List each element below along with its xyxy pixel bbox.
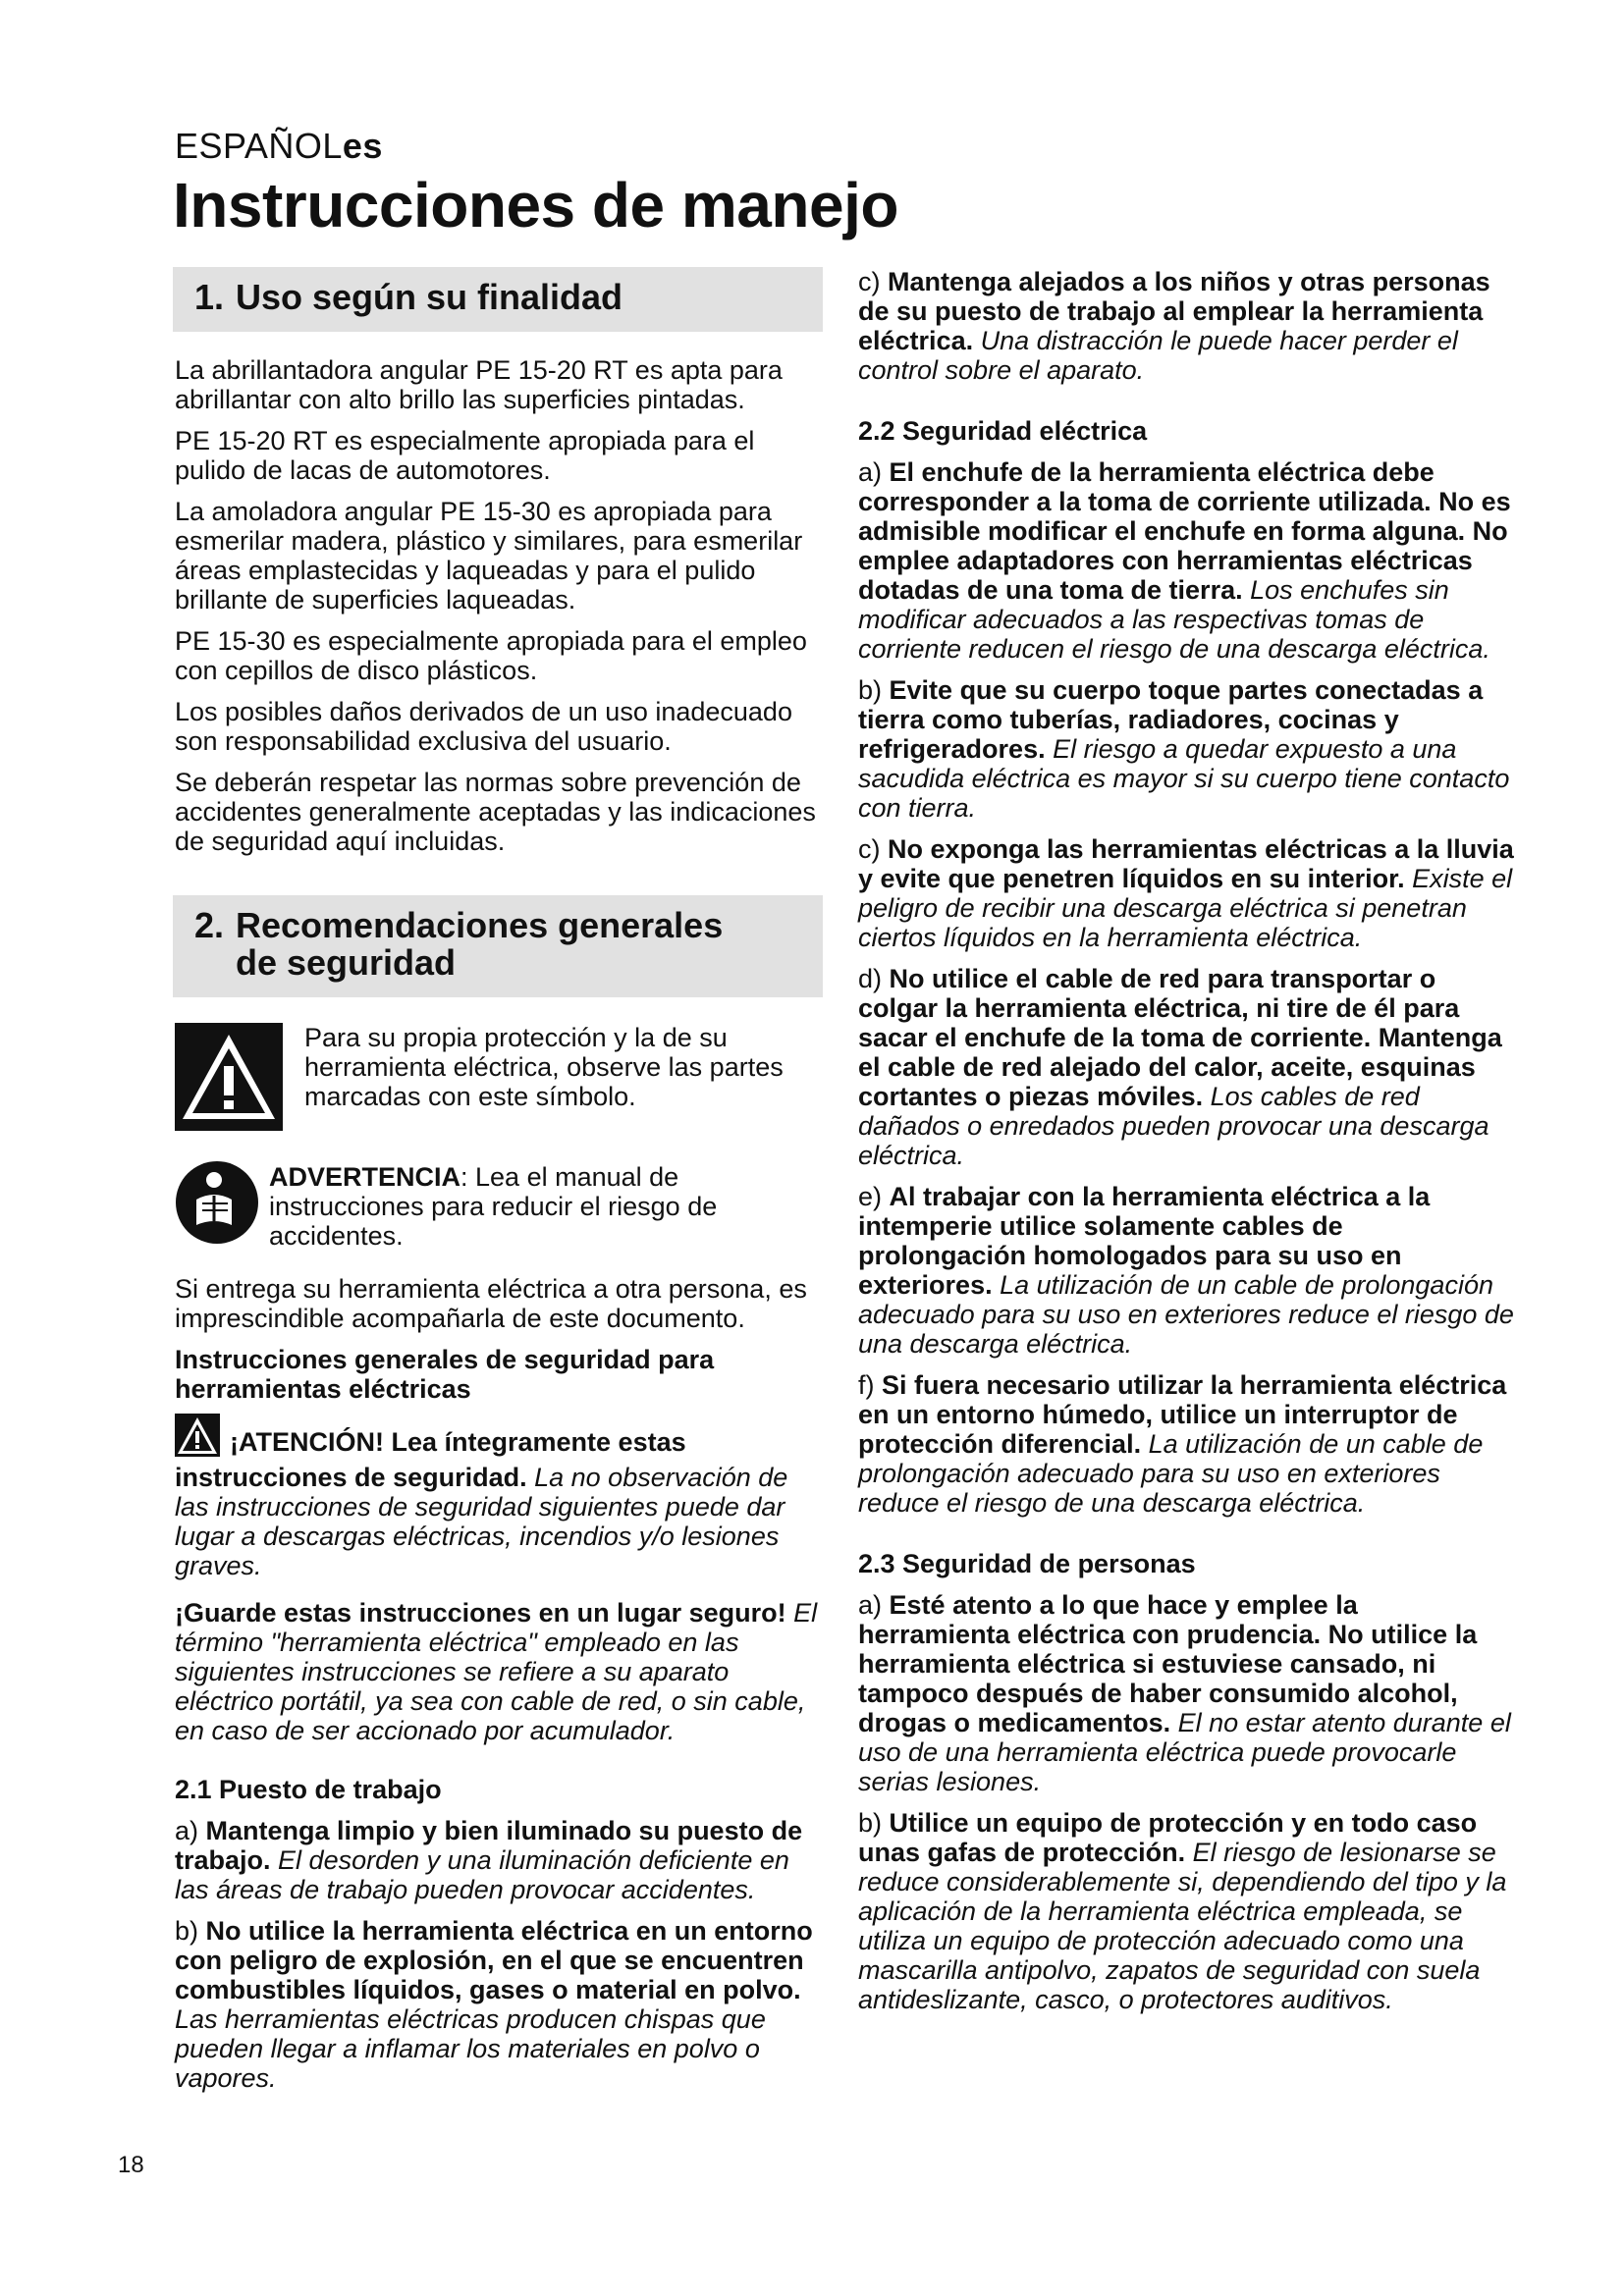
section-1-heading: 1. Uso según su finalidad [173,267,823,332]
personal-safety-item-b: b) Utilice un equipo de protección y en todo caso unas gafas de protección. El riesgo de lesionarse se reduce considerablemente si, dependiendo del tipo y la aplicación de la herramienta eléctrica empleada, se utiliza un equipo de protección adecuado como una mascarilla antipolvo, zapatos de seguridad con suela antideslizante, casco, o protectores auditivos. [858,1808,1507,2014]
electrical-item-d: d) No utilice el cable de red para transportar o colgar la herramienta eléctrica, ni tire de él para sacar el enchufe de la toma de corriente. Mantenga el cable de red alejado del calor, aceite, esquinas cortantes o piezas móviles. Los cables de red dañados o enredados pueden provocar una descarga eléctrica. [858,964,1502,1170]
section-2-2-heading: 2.2 Seguridad eléctrica [858,416,1148,446]
electrical-item-b: b) Evite que su cuerpo toque partes conectadas a tierra como tuberías, radiadores, cocinas y refrigeradores. El riesgo a quedar expuesto a una sacudida eléctrica es mayor si su cuerpo tiene contacto con tierra. [858,675,1510,823]
guarde-paragraph: ¡Guarde estas instrucciones en un lugar seguro! El término "herramienta eléctrica" empleado en las siguientes instrucciones se refiere a su aparato eléctrico portátil, ya sea con cable de red, o sin cable, en caso de ser accionado por acumulador. [175,1598,818,1745]
section-1-paragraph: La amoladora angular PE 15-30 es apropiada para esmerilar madera, plástico y similares, para esmerilar áreas emplastecidas y laqueadas y para el pulido brillante de superficies laqueadas. [175,497,803,614]
section-2-3-heading: 2.3 Seguridad de personas [858,1549,1196,1578]
electrical-item-c: c) No exponga las herramientas eléctricas a la lluvia y evite que penetren líquidos en su interior. Existe el peligro de recibir una descarga eléctrica si penetran ciertos líquidos en la herramienta eléctrica. [858,834,1514,952]
electrical-item-a: a) El enchufe de la herramienta eléctrica debe corresponder a la toma de corriente utilizada. No es admisible modificar el enchufe en forma alguna. No emplee adaptadores con herramientas eléctricas dotadas de una toma de tierra. Los enchufes sin modificar adecuados a las respectivas tomas de corriente reducen el riesgo de una descarga eléctrica. [858,457,1511,664]
left-column [175,267,823,2105]
section-1-paragraph: Los posibles daños derivados de un uso inadecuado son responsabilidad exclusiva del usuario. [175,697,792,756]
warning-symbol-note [175,1023,823,1137]
work-area-item-c: c) Mantenga alejados a los niños y otras personas de su puesto de trabajo al emplear la herramienta eléctrica. Una distracción le puede hacer perder el control sobre el aparato. [858,267,1490,385]
page-number: 18 [118,2152,144,2178]
section-2-1-heading: 2.1 Puesto de trabajo [175,1775,442,1804]
general-safety-heading: Instrucciones generales de seguridad para herramientas eléctricas [175,1345,715,1404]
section-1-paragraph: Se deberán respetar las normas sobre prevención de accidentes generalmente aceptadas y las indicaciones de seguridad aquí incluidas. [175,768,816,856]
section-1-paragraph: PE 15-30 es especialmente apropiada para el empleo con cepillos de disco plásticos. [175,626,807,685]
warning-symbol-text: Para su propia protección y la de su herramienta eléctrica, observe las partes marcadas con este símbolo. [304,1023,784,1111]
atencion-paragraph: ¡ATENCIÓN! Lea íntegramente estas instrucciones de seguridad. La no observación de las instrucciones de seguridad siguientes puede dar lugar a descargas eléctricas, incendios y/o lesiones graves. [175,1414,823,1580]
work-area-item-b: b) No utilice la herramienta eléctrica en un entorno con peligro de explosión, en el que se encuentren combustibles líquidos, gases o material en polvo. Las herramientas eléctricas producen chispas que pueden llegar a inflamar los materiales en polvo o vapores. [175,1916,813,2093]
page-title: Instrucciones de manejo [173,170,898,240]
warning-triangle-small-icon [175,1414,220,1463]
read-manual-icon [175,1160,259,1251]
language-label: ESPAÑOLes [175,126,383,166]
personal-safety-item-a: a) Esté atento a lo que hace y emplee la herramienta eléctrica con prudencia. No utilice la herramienta eléctrica si estuviese cansado, ni tampoco después de haber consumido alcohol, drogas o medicamentos. El no estar atento durante el uso de una herramienta eléctrica puede provocarle serias lesiones. [858,1590,1511,1796]
section-1-paragraph: PE 15-20 RT es especialmente apropiada para el pulido de lacas de automotores. [175,426,755,485]
right-column [858,267,1516,2026]
electrical-item-e: e) Al trabajar con la herramienta eléctrica a la intemperie utilice solamente cables de prolongación homologados para su uso en exteriores. La utilización de un cable de prolongación adecuado para su uso en exteriores reduce el riesgo de una descarga eléctrica. [858,1182,1514,1359]
handover-paragraph: Si entrega su herramienta eléctrica a otra persona, es imprescindible acompañarla de este documento. [175,1274,807,1333]
section-1-paragraph: La abrillantadora angular PE 15-20 RT es apta para abrillantar con alto brillo las superficies pintadas. [175,355,783,414]
section-2-heading: 2. Recomendaciones generales de seguridad [173,895,823,997]
advertencia-label: ADVERTENCIA [269,1162,461,1192]
work-area-item-a: a) Mantenga limpio y bien iluminado su puesto de trabajo. El desorden y una iluminación deficiente en las áreas de trabajo pueden provocar accidentes. [175,1816,803,1904]
advertencia-note [175,1162,823,1251]
warning-triangle-icon [175,1023,283,1137]
advertencia-text: : Lea el manual de instrucciones para reducir el riesgo de accidentes. [269,1162,718,1251]
electrical-item-f: f) Si fuera necesario utilizar la herramienta eléctrica en un entorno húmedo, utilice un interruptor de protección diferencial. La utilización de un cable de prolongación adecuado para su uso en exteriores reduce el riesgo de una descarga eléctrica. [858,1370,1507,1518]
